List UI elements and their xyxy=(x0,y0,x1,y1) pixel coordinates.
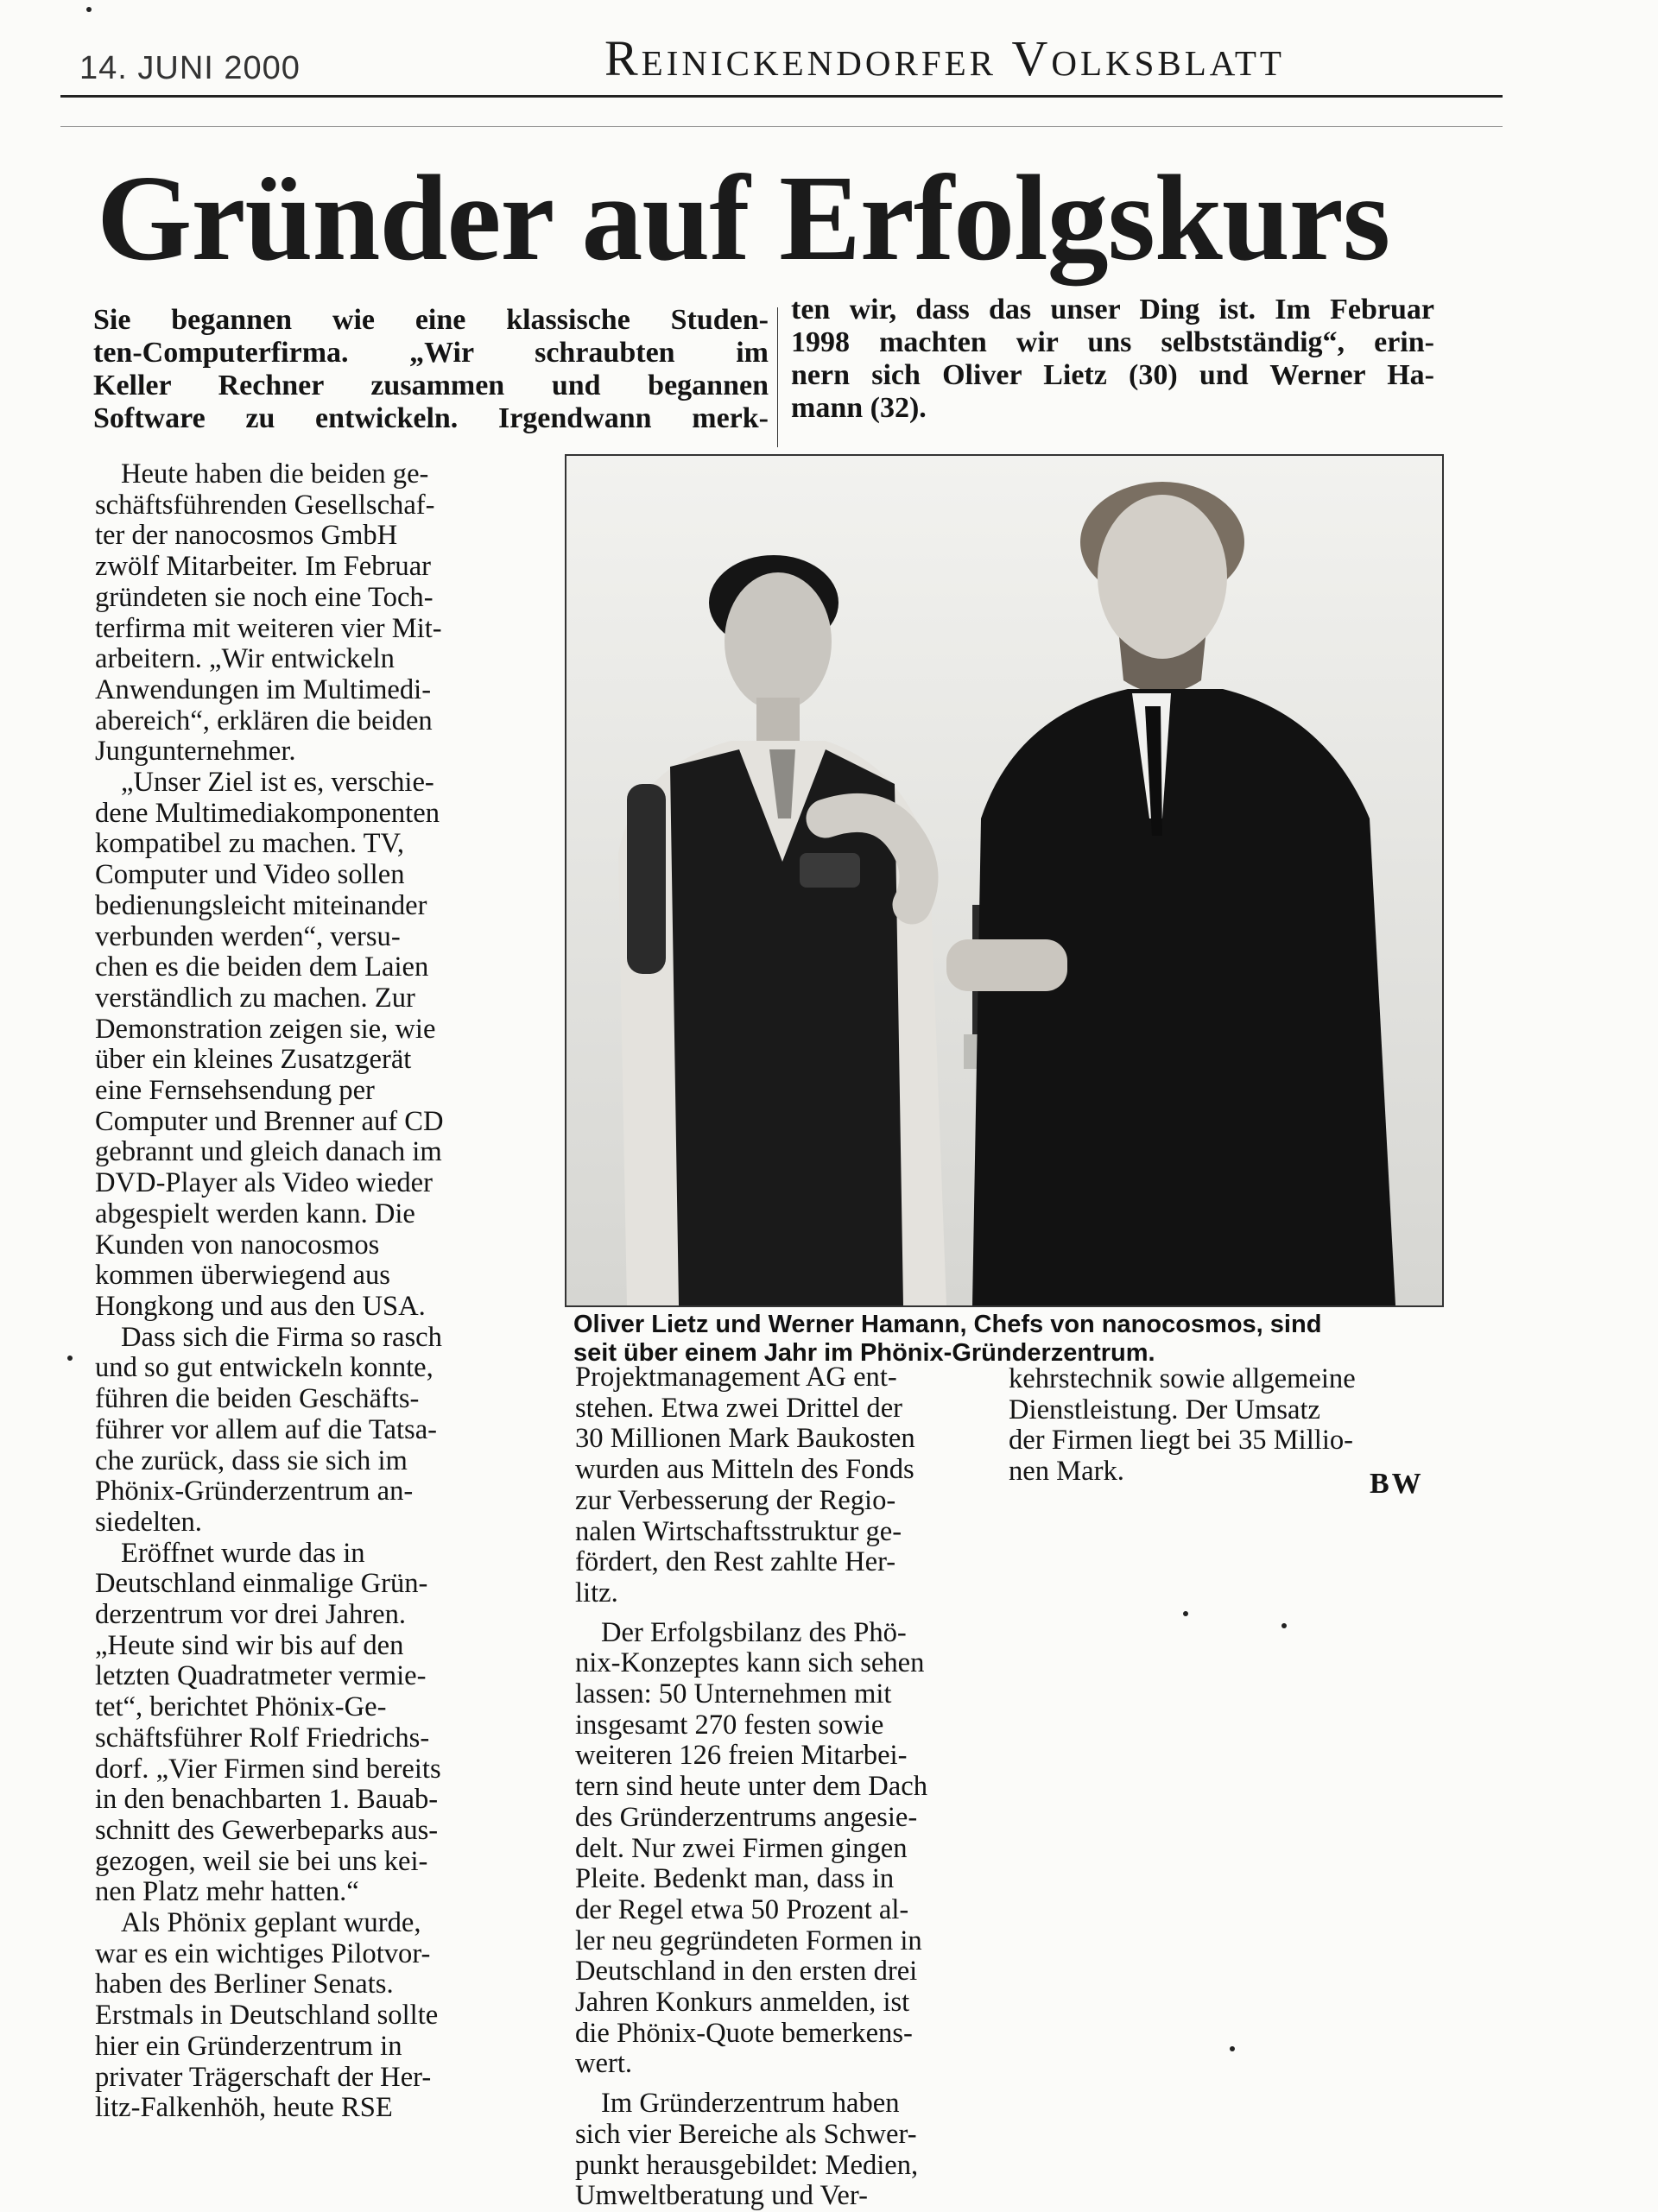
text-line: kehrstechnik sowie allgemeine xyxy=(1009,1363,1356,1394)
text-line: abgespielt werden kann. Die xyxy=(95,1198,415,1229)
text-line: 30 Millionen Mark Baukosten xyxy=(575,1423,915,1455)
issue-date: 14. JUNI 2000 xyxy=(79,50,301,86)
lead-paragraph-right xyxy=(791,294,1434,425)
masthead-rule xyxy=(60,95,1503,98)
press-photo xyxy=(565,454,1444,1307)
scan-speck xyxy=(86,7,92,12)
text-line: der Regel etwa 50 Prozent al- xyxy=(575,1893,909,1925)
text-line: bedienungsleicht miteinander xyxy=(95,889,427,921)
text-line: verständlich zu machen. Zur xyxy=(95,982,415,1014)
lead-line: Software zu entwickeln. Irgendwann merk- xyxy=(93,402,769,434)
text-line: „Unser Ziel ist es, verschie- xyxy=(121,767,434,799)
text-line: Dass sich die Firma so rasch xyxy=(121,1321,442,1353)
text-line: führen die beiden Geschäfts- xyxy=(95,1383,420,1415)
text-line: letzten Quadratmeter vermie- xyxy=(95,1660,427,1692)
text-line: in den benachbarten 1. Bauab- xyxy=(95,1784,439,1816)
text-line: che zurück, dass sie sich im xyxy=(95,1444,408,1476)
text-line: tern sind heute unter dem Dach xyxy=(575,1771,927,1803)
text-line: wurden aus Mitteln des Fonds xyxy=(575,1454,914,1486)
column-divider xyxy=(777,307,778,447)
lead-line: 1998 machten wir uns selbstständig“, erin- xyxy=(791,326,1434,358)
text-line: litz-Falkenhöh, heute RSE xyxy=(95,2092,393,2124)
text-line: fördert, den Rest zahlte Her- xyxy=(575,1546,896,1578)
text-line: Dienstleistung. Der Umsatz xyxy=(1009,1394,1321,1425)
text-line: schnitt des Gewerbeparks aus- xyxy=(95,1814,439,1846)
text-line: Phönix-Gründerzentrum an- xyxy=(95,1476,414,1507)
scan-speck xyxy=(1230,2046,1235,2051)
lead-line: ten wir, dass das unser Ding ist. Im Februar xyxy=(791,294,1434,325)
scan-speck xyxy=(67,1356,73,1361)
text-line: war es ein wichtiges Pilotvor- xyxy=(95,1937,431,1969)
text-line: Als Phönix geplant wurde, xyxy=(121,1907,421,1939)
text-line: delt. Nur zwei Firmen gingen xyxy=(575,1832,908,1864)
photo-illustration xyxy=(566,456,1442,1305)
text-line: nix-Konzeptes kann sich sehen xyxy=(575,1647,925,1679)
text-line: Pleite. Bedenkt man, dass in xyxy=(575,1863,895,1895)
text-line: terfirma mit weiteren vier Mit- xyxy=(95,612,442,644)
masthead-rule-thin xyxy=(60,126,1503,127)
text-line: Hongkong und aus den USA. xyxy=(95,1290,426,1322)
text-line: gezogen, weil sie bei uns kei- xyxy=(95,1845,428,1877)
text-line: abereich“, erklären die beiden xyxy=(95,705,433,736)
text-line: die Phönix-Quote bemerkens- xyxy=(575,2017,913,2049)
text-line: führer vor allem auf die Tatsa- xyxy=(95,1413,438,1445)
headline: Gründer auf Erfolgskurs xyxy=(97,149,1390,286)
author-signature: BW xyxy=(1370,1468,1424,1500)
text-line: Im Gründerzentrum haben xyxy=(601,2088,900,2120)
text-line: nalen Wirtschaftsstruktur ge- xyxy=(575,1515,902,1547)
lead-line: nern sich Oliver Lietz (30) und Werner Ha- xyxy=(791,359,1434,391)
text-line: eine Fernsehsendung per xyxy=(95,1075,375,1107)
text-line: des Gründerzentrums angesie- xyxy=(575,1801,918,1833)
text-line: haben des Berliner Senats. xyxy=(95,1969,394,2000)
text-line: Heute haben die beiden ge- xyxy=(121,458,429,490)
scan-speck xyxy=(1281,1623,1287,1628)
text-line: Computer und Video sollen xyxy=(95,859,405,891)
text-line: der Firmen liegt bei 35 Millio- xyxy=(1009,1425,1354,1457)
text-line: gründeten sie noch eine Toch- xyxy=(95,581,433,613)
text-line: ter der nanocosmos GmbH xyxy=(95,520,398,552)
text-line: stehen. Etwa zwei Drittel der xyxy=(575,1392,903,1424)
text-line: nen Platz mehr hatten.“ xyxy=(95,1876,359,1908)
text-line: schäftsführer Rolf Friedrichs- xyxy=(95,1722,430,1754)
text-line: Kunden von nanocosmos xyxy=(95,1229,380,1261)
text-line: insgesamt 270 festen sowie xyxy=(575,1709,884,1741)
text-line: siedelten. xyxy=(95,1506,202,1538)
lead-line: ten-Computerfirma. „Wir schraubten im xyxy=(93,337,769,369)
text-line: Umweltberatung und Ver- xyxy=(575,2180,868,2212)
text-line: dorf. „Vier Firmen sind bereits xyxy=(95,1753,441,1785)
text-line: Erstmals in Deutschland sollte xyxy=(95,2000,439,2032)
article-column-1 xyxy=(95,459,544,2124)
text-line: litz. xyxy=(575,1577,618,1608)
text-line: zwölf Mitarbeiter. Im Februar xyxy=(95,551,431,583)
lead-line: Keller Rechner zusammen und begannen xyxy=(93,370,769,401)
article-column-2 xyxy=(575,1362,991,2212)
lead-line: mann (32). xyxy=(791,392,927,424)
text-line: und so gut entwickeln konnte, xyxy=(95,1352,433,1384)
text-line: Demonstration zeigen sie, wie xyxy=(95,1013,436,1045)
text-line: Projektmanagement AG ent- xyxy=(575,1362,897,1393)
text-line: kommen überwiegend aus xyxy=(95,1260,390,1292)
text-line: arbeitern. „Wir entwickeln xyxy=(95,643,395,675)
text-line: weiteren 126 freien Mitarbei- xyxy=(575,1740,908,1772)
text-line: Anwendungen im Multimedi- xyxy=(95,673,432,705)
text-line: gebrannt und gleich danach im xyxy=(95,1136,442,1168)
text-line: derzentrum vor drei Jahren. xyxy=(95,1599,407,1631)
text-line: Jahren Konkurs anmelden, ist xyxy=(575,1987,910,2019)
text-line: dene Multimediakomponenten xyxy=(95,797,440,829)
text-line: DVD-Player als Video wieder xyxy=(95,1167,433,1199)
text-line: Deutschland einmalige Grün- xyxy=(95,1568,428,1600)
text-line: sich vier Bereiche als Schwer- xyxy=(575,2118,917,2150)
scan-speck xyxy=(1183,1611,1188,1616)
caption-line: Oliver Lietz und Werner Hamann, Chefs von nanocosmos, sind xyxy=(573,1311,1322,1338)
caption-line: seit über einem Jahr im Phönix-Gründerzentrum. xyxy=(573,1339,1155,1367)
text-line: Der Erfolgsbilanz des Phö- xyxy=(601,1616,907,1648)
text-line: verbunden werden“, versu- xyxy=(95,920,401,952)
text-line: lassen: 50 Unternehmen mit xyxy=(575,1678,892,1710)
text-line: tet“, berichtet Phönix-Ge- xyxy=(95,1691,387,1723)
text-line: wert. xyxy=(575,2048,633,2080)
text-line: kompatibel zu machen. TV, xyxy=(95,828,404,860)
text-line: privater Trägerschaft der Her- xyxy=(95,2061,432,2093)
text-line: Eröffnet wurde das in xyxy=(121,1537,365,1569)
lead-line: Sie begannen wie eine klassische Studen- xyxy=(93,304,769,336)
text-line: chen es die beiden dem Laien xyxy=(95,951,429,983)
text-line: Jungunternehmer. xyxy=(95,736,296,768)
lead-paragraph-left xyxy=(93,304,769,435)
text-line: Deutschland in den ersten drei xyxy=(575,1956,918,1988)
text-line: über ein kleines Zusatzgerät xyxy=(95,1044,412,1076)
text-line: schäftsführenden Gesellschaf- xyxy=(95,489,435,521)
text-line: nen Mark. xyxy=(1009,1456,1124,1488)
photo-caption xyxy=(573,1311,1442,1368)
text-line: zur Verbesserung der Regio- xyxy=(575,1484,896,1516)
text-line: „Heute sind wir bis auf den xyxy=(95,1629,404,1661)
text-line: Computer und Brenner auf CD xyxy=(95,1105,444,1137)
text-line: hier ein Gründerzentrum in xyxy=(95,2030,402,2062)
newspaper-name: Reinickendorfer Volksblatt xyxy=(604,30,1285,86)
text-line: punkt herausgebildet: Medien, xyxy=(575,2149,919,2181)
text-line: ler neu gegründeten Formen in xyxy=(575,1924,922,1956)
